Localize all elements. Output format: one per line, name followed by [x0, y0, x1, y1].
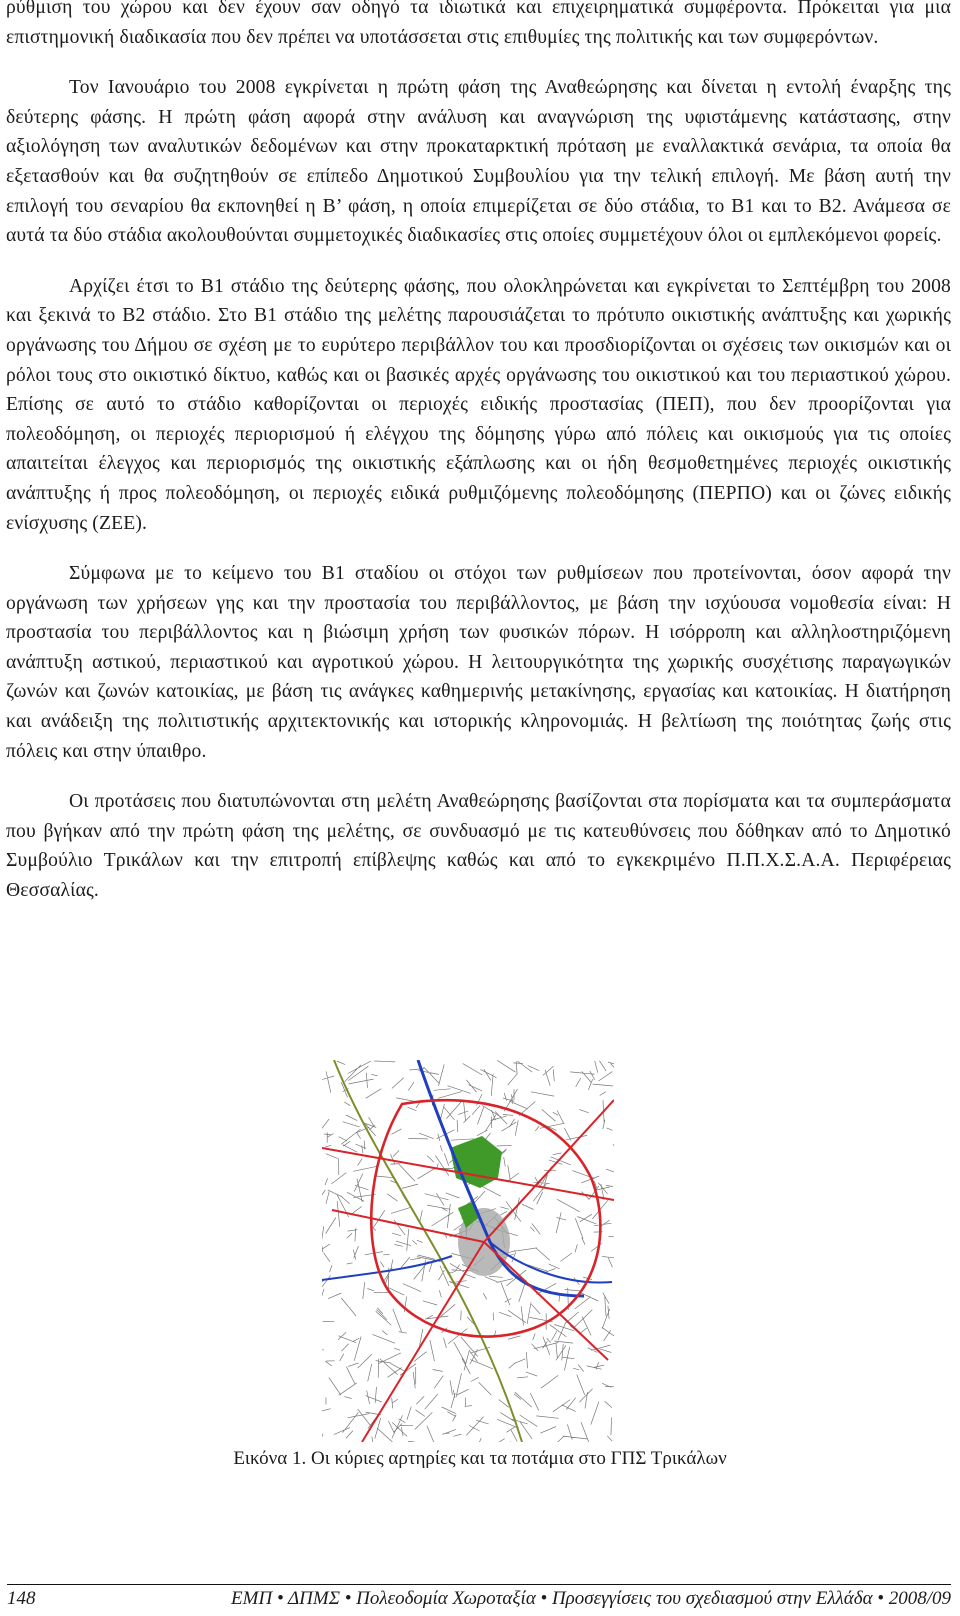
page-number: 148 [7, 1588, 36, 1609]
footer-rule [7, 1584, 951, 1585]
paragraph-5: Οι προτάσεις που διατυπώνονται στη μελέτη Αναθεώρησης βασίζονται στα πορίσματα και τα συμπεράσματα που βγήκαν από την πρώτη φάση της μελέτης, σε συνδυασμό με τις κατευθύνσεις που δόθηκαν από το Δημοτικό Συμβούλιο Τρικάλων και την επιτροπή επίβλεψης καθώς και από το εγκεκριμένο Π.Π.Χ.Σ.Α.Α. Περιφέρειας Θεσσαλίας. [6, 791, 951, 902]
running-title: ΕΜΠ • ΔΠΜΣ • Πολεοδομία Χωροταξία • Προσεγγίσεις του σχεδιασμού στην Ελλάδα • 2008/09 [231, 1588, 951, 1609]
artery-northeast [484, 1100, 614, 1242]
paragraph-1: ρύθμιση του χώρου και δεν έχουν σαν οδηγό τα ιδιωτικά και επιχειρηματικά συμφέροντα. Πρόκειται για μια επιστημονική διαδικασία που δεν πρέπει να υποτάσσεται στις επιθυμίες της πολιτικής και των συμφερόντων. [6, 0, 951, 48]
document-body [6, 0, 951, 927]
paragraph-4: Σύμφωνα με το κείμενο του Β1 σταδίου οι στόχοι των ρυθμίσεων που προτείνονται, όσον αφορά την οργάνωση των χρήσεων γης και την προστασία του περιβάλλοντος, με βάση την ισχύουσα νομοθεσία είναι: Η προστασία του περιβάλλοντος και η βιώσιμη χρήση των φυσικών πόρων. Η ισόρροπη και αλληλοστηριζόμενη ανάπτυξη αστικού, περιαστικού και αγροτικού χώρου. Η λειτουργικότητα της χωρικής συσχέτισης παραγωγικών ζωνών και ζωνών κατοικίας, με βάση τις ανάγκες καθημερινής μετακίνησης, εργασίας και κατοικίας. Η διατήρηση και ανάδειξη της πολιτιστικής αρχιτεκτονικής και ιστορικής κληρονομιάς. Η βελτίωση της ποιότητας ζωής στις πόλεις και στην ύπαιθρο. [6, 563, 951, 762]
city-map [322, 1060, 614, 1442]
river-main [418, 1060, 584, 1296]
paragraph-3: Αρχίζει έτσι το Β1 στάδιο της δεύτερης φάσης, που ολοκληρώνεται και εγκρίνεται το Σεπτέμβρη του 2008 και ξεκινά το Β2 στάδιο. Στο Β1 στάδιο της μελέτης παρουσιάζεται το πρότυπο οικιστικής ανάπτυξης και χωρικής οργάνωσης του Δήμου σε σχέση με το ευρύτερο περιβάλλον του και προσδιορίζονται οι σχέσεις των οικισμών και οι ρόλοι τους στο οικιστικό δίκτυο, καθώς και οι βασικές αρχές οργάνωσης του οικιστικού και του περιαστικού χώρου. Επίσης σε αυτό το στάδιο καθορίζονται οι περιοχές ειδικής προστασίας (ΠΕΠ), που δεν προορίζονται για πολεοδόμηση, οι περιοχές περιορισμού ή ελέγχου της δόμησης γύρω από πόλεις και οικισμούς για τις οποίες απαιτείται έλεγχος και περιορισμός της οικιστικής εξάπλωσης και οι ήδη θεσμοθετημένες περιοχές οικιστικής ανάπτυξης ή προς πολεοδόμηση, οι περιοχές ειδικά ρυθμιζόμενης πολεοδόμησης (ΠΕΡΠΟ) και οι ζώνες ειδικής ενίσχυσης (ΖΕΕ). [6, 275, 951, 534]
artery-southeast [484, 1242, 608, 1360]
city-map-figure [322, 1060, 614, 1442]
paragraph-2: Τον Ιανουάριο του 2008 εγκρίνεται η πρώτη φάση της Αναθεώρησης και δίνεται η εντολή έναρξης της δεύτερης φάσης. Η πρώτη φάση αφορά στην ανάλυση και αναγνώριση της υφιστάμενης κατάστασης, στην αξιολόγηση των αναλυτικών δεδομένων και στην προκαταρκτική πρόταση με εναλλακτικά σενάρια, τα οποία θα εξετασθούν και θα συζητηθούν σε επίπεδο Δημοτικού Συμβουλίου για την τελική επιλογή. Με βάση αυτή την επιλογή του σεναρίου θα εκπονηθεί η Β’ φάση, η οποία επιμερίζεται σε δύο στάδια, το Β1 και το Β2. Ανάμεσα σε αυτά τα δύο στάδια ακολουθούνται συμμετοχικές διαδικασίες στις οποίες συμμετέχουν όλοι οι εμπλεκόμενοι φορείς. [6, 77, 951, 247]
figure-caption: Εικόνα 1. Οι κύριες αρτηρίες και τα ποτάμια στο ΓΠΣ Τρικάλων [233, 1448, 727, 1469]
